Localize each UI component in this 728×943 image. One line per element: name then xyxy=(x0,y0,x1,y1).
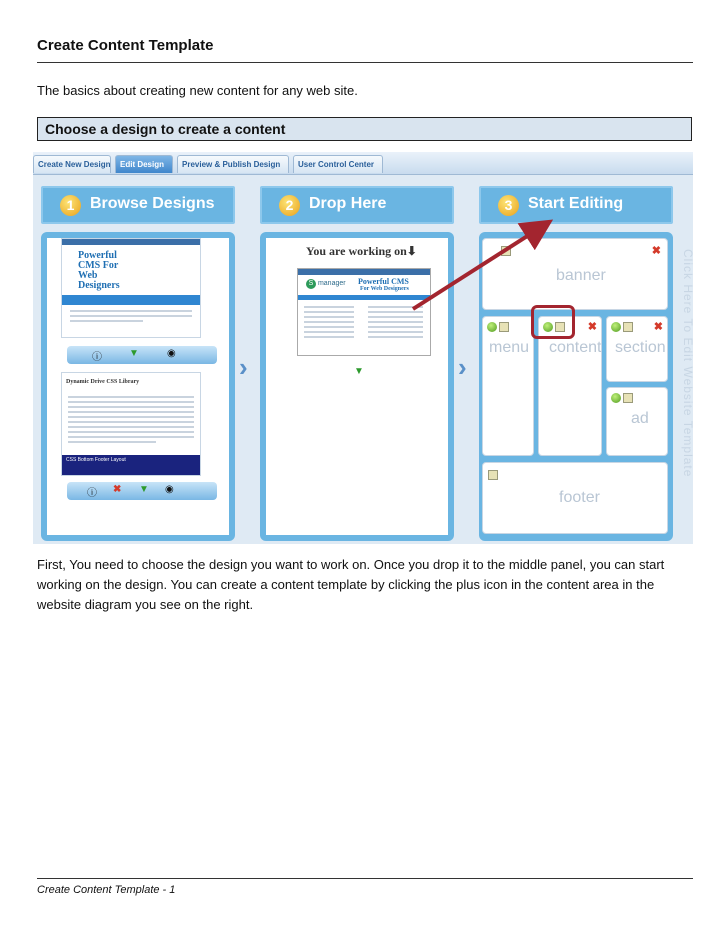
cms-screenshot xyxy=(33,152,693,544)
chevron-right-icon: › xyxy=(239,352,248,382)
chevron-right-icon: › xyxy=(458,352,467,382)
preview-logo: S manager xyxy=(306,279,346,289)
preview-heading: Powerful CMS xyxy=(358,277,409,286)
section-label: section xyxy=(615,339,666,356)
step-label: Drop Here xyxy=(309,195,387,212)
tab-create-new-design[interactable]: Create New Design xyxy=(33,155,111,173)
preview-icon[interactable]: ◉ xyxy=(167,348,176,359)
section-heading: Choose a design to create a content xyxy=(45,121,286,137)
thumb-heading: Dynamic Drive CSS Library xyxy=(66,379,140,385)
edit-template-link[interactable]: Click Here To Edit Website Template xyxy=(681,249,695,478)
preview-subheading: For Web Designers xyxy=(360,286,409,292)
info-icon[interactable]: ⓘ xyxy=(87,488,97,499)
tab-user-control-center[interactable]: User Control Center xyxy=(293,155,383,173)
banner-label: banner xyxy=(556,267,606,284)
footer-label: footer xyxy=(559,489,600,506)
footer-rule xyxy=(37,878,693,879)
thumb-heading: Powerful CMS For Web Designers xyxy=(78,250,120,291)
working-on-label: You are working on⬇ xyxy=(306,244,417,258)
arrow-down-icon: ⬇ xyxy=(406,244,417,258)
delete-icon[interactable]: ✖ xyxy=(651,245,661,257)
step-label: Browse Designs xyxy=(90,195,215,212)
drop-icon[interactable]: ▼ xyxy=(129,348,139,359)
page-footer: Create Content Template - 1 xyxy=(37,884,176,896)
tab-edit-design[interactable]: Edit Design xyxy=(115,155,173,173)
delete-icon[interactable]: ✖ xyxy=(653,321,663,333)
document-subtitle: The basics about creating new content for any web site. xyxy=(37,83,358,98)
step-label: Start Editing xyxy=(528,195,624,212)
drop-icon[interactable]: ▼ xyxy=(139,484,149,495)
preview-icon[interactable]: ◉ xyxy=(165,484,174,495)
title-rule xyxy=(37,62,693,63)
red-arrow-icon xyxy=(33,152,693,544)
delete-icon[interactable]: ✖ xyxy=(113,484,122,495)
section-heading-box xyxy=(37,117,692,141)
tab-preview-publish[interactable]: Preview & Publish Design xyxy=(177,155,289,173)
step-number-badge: 1 xyxy=(60,195,81,216)
content-label: content xyxy=(549,339,602,356)
body-paragraph: First, You need to choose the design you want to work on. Once you drop it to the middle panel, you can start working on the design. You can create a content template by clicking the plus icon in the content area in the website diagram you see on the right. xyxy=(37,557,665,612)
thumb-footer-bar: CSS Bottom Footer Layout xyxy=(62,455,200,475)
ad-label: ad xyxy=(631,410,649,427)
delete-icon[interactable]: ✖ xyxy=(587,321,597,333)
document-title: Create Content Template xyxy=(37,37,214,54)
step-number-badge: 3 xyxy=(498,195,519,216)
step-number-badge: 2 xyxy=(279,195,300,216)
info-icon[interactable]: ⓘ xyxy=(92,352,102,363)
drop-icon[interactable]: ▼ xyxy=(354,366,364,377)
menu-label: menu xyxy=(489,339,530,356)
